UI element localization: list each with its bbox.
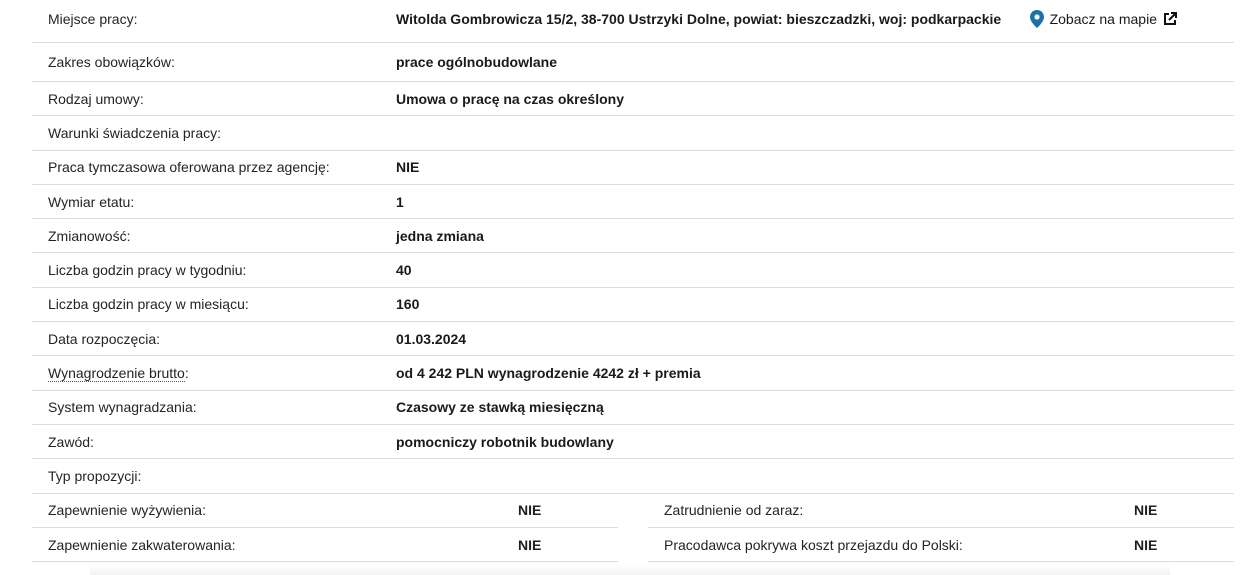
detail-row: [32, 322, 1234, 356]
detail-row: [32, 391, 1234, 425]
detail-row-salary: [32, 356, 1234, 390]
detail-row: [32, 425, 1234, 459]
detail-label: Zawód:: [48, 433, 94, 450]
detail-value: NIE: [518, 502, 542, 519]
detail-label: Zapewnienie zakwaterowania:: [48, 536, 236, 553]
detail-label: Zatrudnienie od zaraz:: [664, 502, 804, 519]
detail-value: od 4 242 PLN wynagrodzenie 4242 zł + premia: [396, 365, 701, 382]
detail-row: [32, 219, 1234, 253]
detail-label: Zakres obowiązków:: [48, 54, 175, 70]
detail-row: [32, 116, 1234, 150]
detail-row: [32, 82, 1234, 116]
detail-label: Zmianowość:: [48, 227, 131, 244]
map-link-label: Zobacz na mapie: [1049, 11, 1157, 27]
detail-row: [32, 288, 1234, 322]
detail-label: System wynagradzania:: [48, 399, 197, 416]
detail-label: Wynagrodzenie brutto:: [48, 365, 189, 382]
detail-label: Rodzaj umowy:: [48, 90, 144, 107]
detail-label: Miejsce pracy:: [48, 11, 138, 27]
detail-cell: [648, 494, 1234, 528]
detail-label: Typ propozycji:: [48, 467, 142, 484]
detail-value: prace ogólnobudowlane: [396, 54, 558, 70]
detail-value: Czasowy ze stawką miesięczną: [396, 399, 604, 416]
detail-label: Data rozpoczęcia:: [48, 330, 161, 347]
detail-label: Warunki świadczenia pracy:: [48, 124, 221, 141]
detail-label: Zapewnienie wyżywienia:: [48, 502, 206, 519]
detail-value: 160: [396, 296, 420, 313]
detail-value: 01.03.2024: [396, 330, 467, 347]
external-link-icon: [1163, 12, 1177, 26]
detail-label: Wymiar etatu:: [48, 193, 135, 210]
detail-value: 40: [396, 262, 412, 279]
detail-value: jedna zmiana: [396, 227, 484, 244]
detail-value: Umowa o pracę na czas określony: [396, 90, 624, 107]
detail-value: NIE: [518, 536, 542, 553]
detail-value: NIE: [1134, 536, 1158, 553]
detail-label: Praca tymczasowa oferowana przez agencję:: [48, 159, 330, 176]
detail-cell: [32, 528, 618, 562]
detail-label: Pracodawca pokrywa koszt przejazdu do Polski:: [664, 536, 963, 553]
detail-value: NIE: [1134, 502, 1158, 519]
detail-row: [32, 459, 1234, 493]
bottom-shadow: [90, 565, 1170, 575]
show-on-map-link[interactable]: [1030, 10, 1177, 28]
detail-label: Liczba godzin pracy w tygodniu:: [48, 262, 247, 279]
detail-row: [32, 43, 1234, 82]
split-row: [32, 528, 1234, 562]
detail-value: NIE: [396, 159, 420, 176]
salary-tooltip-term[interactable]: Wynagrodzenie brutto: [48, 365, 185, 382]
detail-label: Liczba godzin pracy w miesiącu:: [48, 296, 249, 313]
map-pin-icon: [1030, 10, 1044, 28]
job-details-table: [32, 0, 1234, 562]
detail-row: [32, 253, 1234, 287]
detail-row: [32, 185, 1234, 219]
detail-value: pomocniczy robotnik budowlany: [396, 433, 614, 450]
detail-row: [32, 151, 1234, 185]
split-row: [32, 494, 1234, 528]
detail-row-location: [32, 0, 1234, 43]
detail-cell: [648, 528, 1234, 562]
detail-cell: [32, 494, 618, 528]
detail-value: Witolda Gombrowicza 15/2, 38-700 Ustrzyki Dolne, powiat: bieszczadzki, woj: podkarpackie: [396, 11, 1002, 27]
detail-value: 1: [396, 193, 404, 210]
